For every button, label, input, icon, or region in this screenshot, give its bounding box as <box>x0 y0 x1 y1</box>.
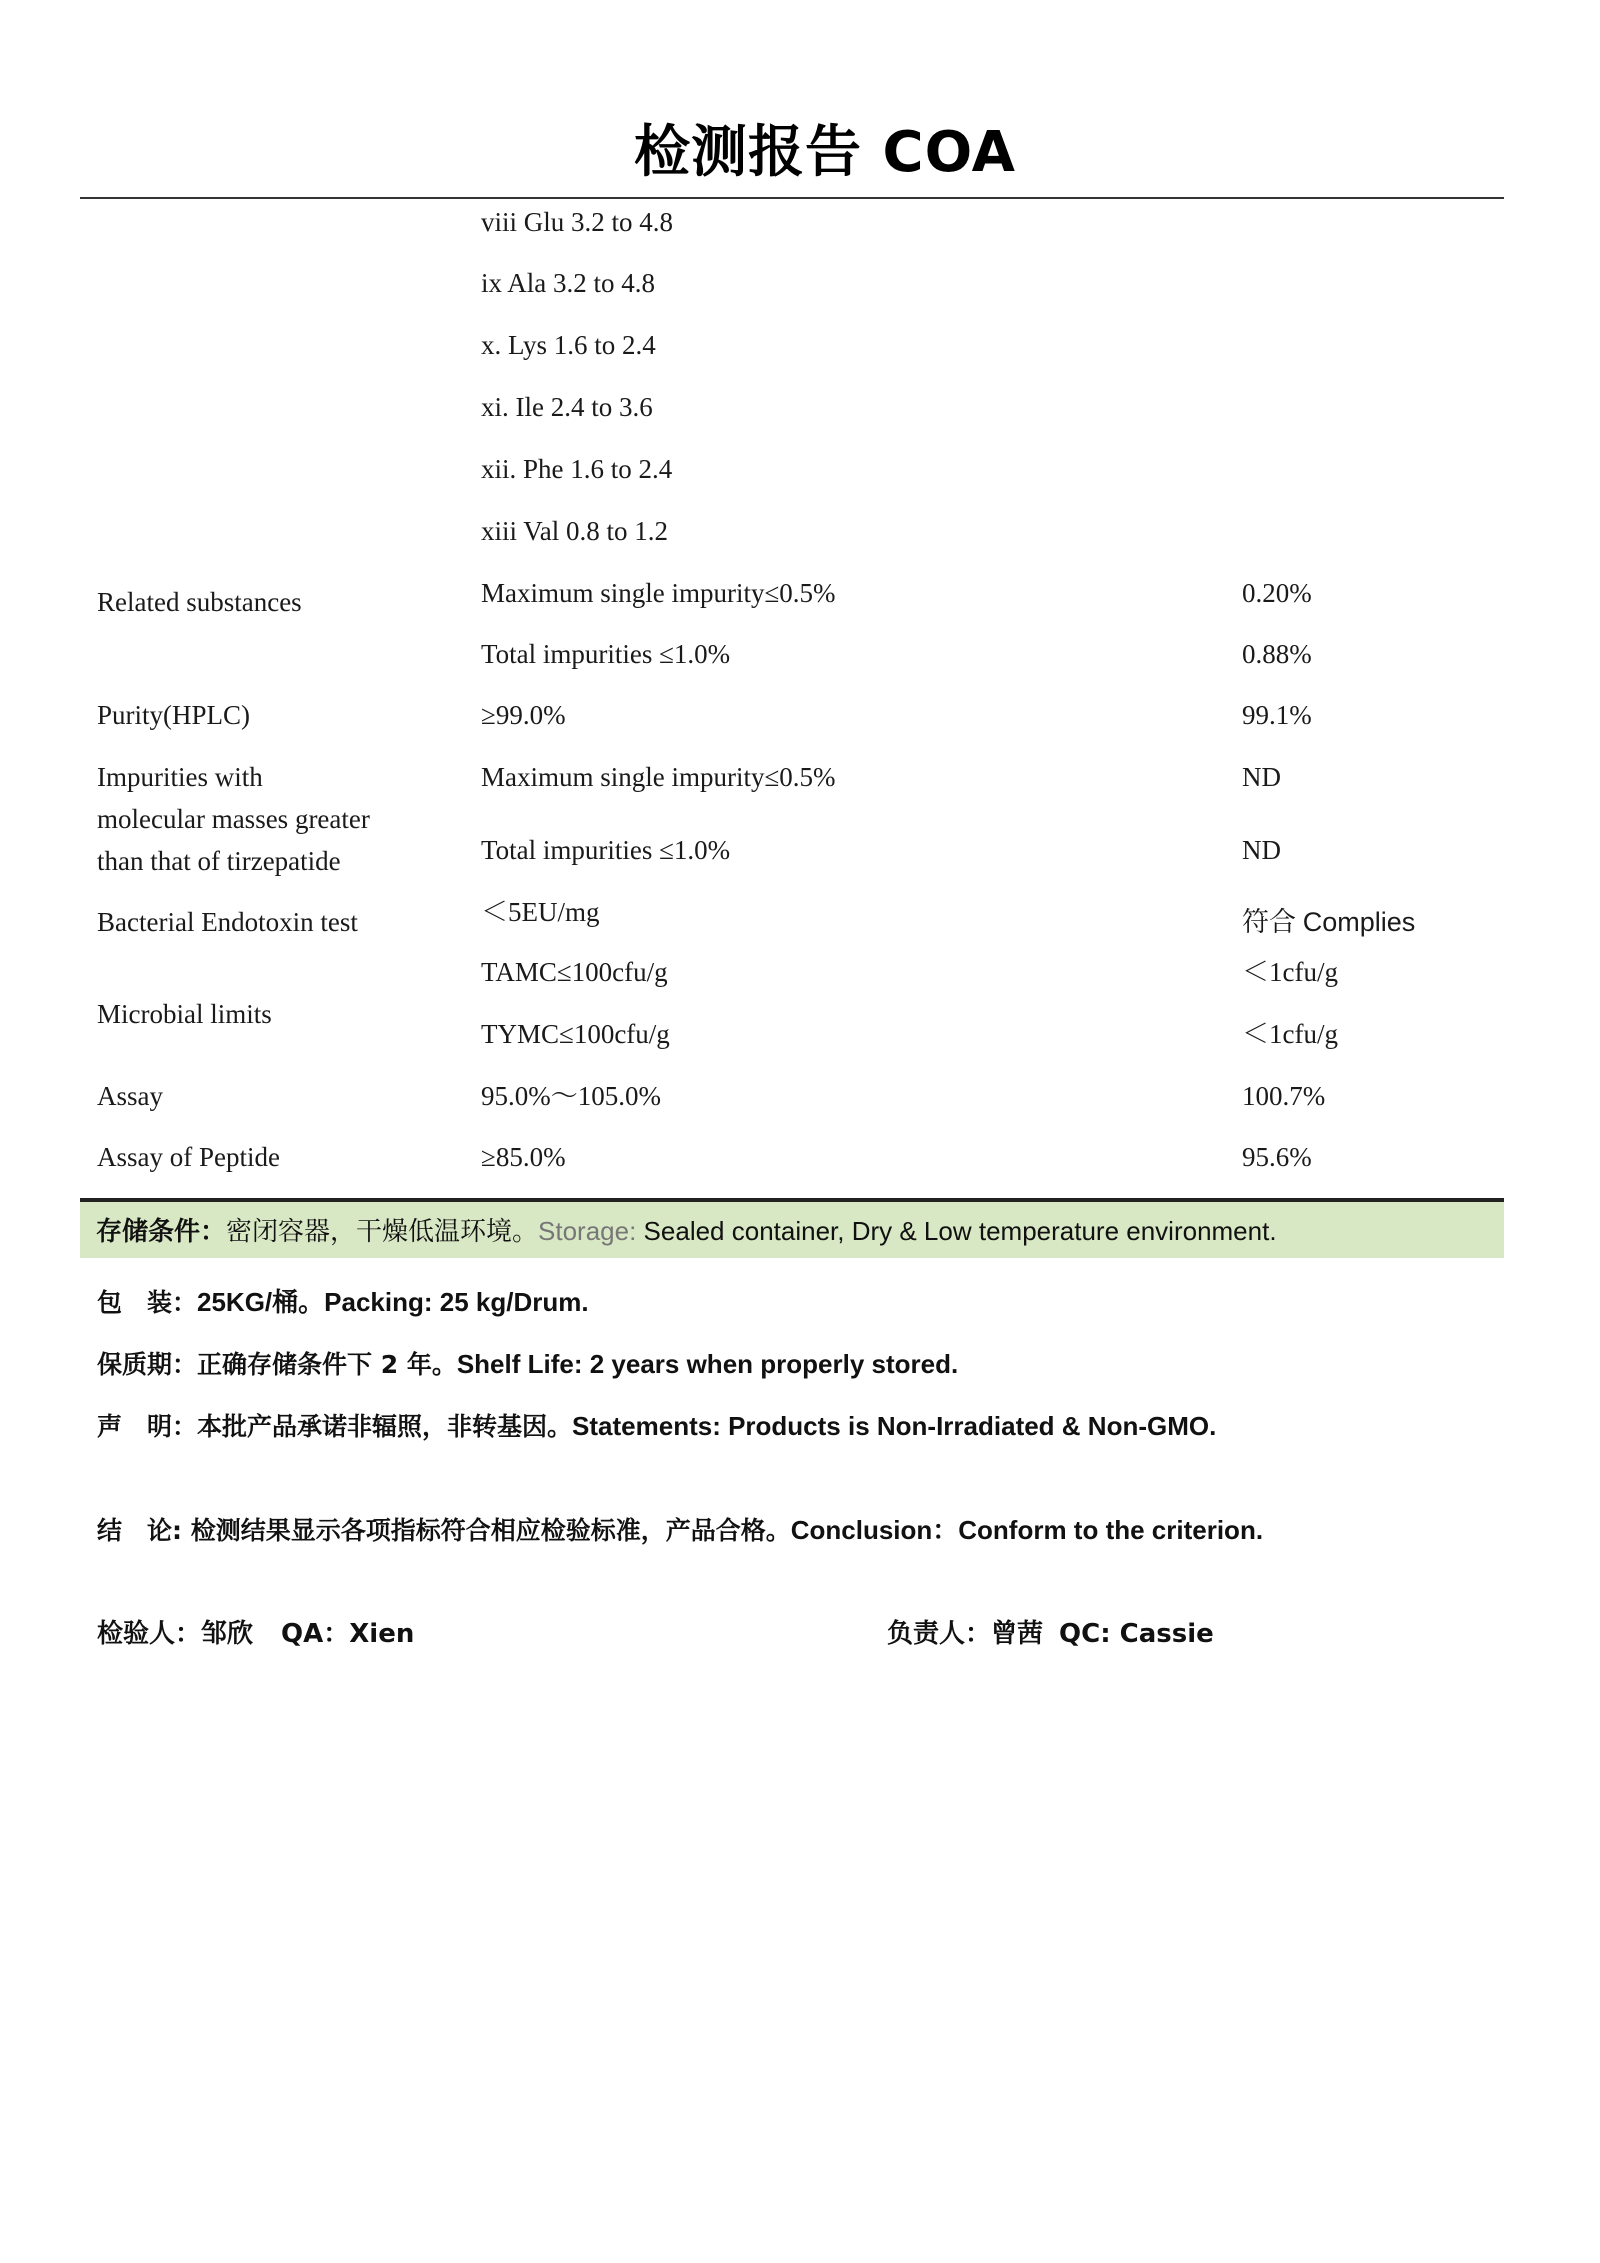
storage-banner <box>80 1202 1504 1258</box>
packing-en: Packing: 25 kg/Drum. <box>324 1287 589 1317</box>
statement-line <box>97 1410 1216 1443</box>
shelf-life-label: 保质期： <box>97 1350 198 1379</box>
test-spec: TYMC≤100cfu/g <box>481 1019 670 1049</box>
manager-name: 曾茜 <box>991 1619 1044 1649</box>
conclusion-en: Conclusion：Conform to the criterion. <box>790 1515 1264 1545</box>
conclusion-line <box>97 1514 1263 1547</box>
inspector-signature <box>97 1618 414 1650</box>
test-result: 100.7% <box>1242 1081 1326 1111</box>
test-item: Purity(HPLC) <box>97 700 251 730</box>
shelf-life-value: 正确存储条件下 2 年。 <box>197 1350 457 1379</box>
title-divider <box>80 197 1504 199</box>
test-spec: 95.0%～105.0% <box>481 1081 661 1111</box>
statement-value: 本批产品承诺非辐照，非转基因。 <box>197 1412 573 1441</box>
storage-text <box>96 1216 1277 1247</box>
test-result: ＜1cfu/g <box>1242 1019 1338 1049</box>
manager-label: 负责人： <box>887 1619 992 1649</box>
test-spec: Maximum single impurity≤0.5% <box>481 578 836 608</box>
packing-line <box>97 1286 589 1319</box>
storage-label-en: Storage: <box>538 1216 637 1246</box>
test-spec: TAMC≤100cfu/g <box>481 957 668 987</box>
manager-signature <box>887 1618 1214 1650</box>
test-result <box>1242 907 1415 938</box>
spec-line: xiii Val 0.8 to 1.2 <box>481 516 669 546</box>
inspector-name: 邹欣 <box>201 1619 254 1649</box>
test-result: 99.1% <box>1242 700 1312 730</box>
test-result: ND <box>1242 762 1281 792</box>
conclusion-value: 检测结果显示各项指标符合相应检验标准，产品合格。 <box>190 1516 791 1545</box>
qa-name: QA：Xien <box>281 1619 415 1649</box>
test-item: molecular masses greater <box>97 804 370 834</box>
storage-text-cn: 密闭容器，干燥低温环境。 <box>226 1217 539 1247</box>
test-item: Microbial limits <box>97 999 272 1029</box>
page-title: 检测报告 COA <box>633 120 1017 185</box>
result-en: Complies <box>1302 907 1416 937</box>
statement-en: Statements: Products is Non-Irradiated & Non-GMO. <box>572 1411 1217 1441</box>
spec-line: viii Glu 3.2 to 4.8 <box>481 207 674 237</box>
spec-line: xii. Phe 1.6 to 2.4 <box>481 454 673 484</box>
shelf-life-en: Shelf Life: 2 years when properly stored. <box>456 1349 959 1379</box>
spec-line: xi. Ile 2.4 to 3.6 <box>481 392 653 422</box>
test-result: 95.6% <box>1242 1142 1312 1172</box>
test-spec: Total impurities ≤1.0% <box>481 835 731 865</box>
packing-value: 25KG/桶。 <box>197 1287 325 1317</box>
test-item: Related substances <box>97 587 302 617</box>
test-spec: Total impurities ≤1.0% <box>481 639 731 669</box>
packing-label: 包 装： <box>97 1288 198 1317</box>
test-result: ND <box>1242 835 1281 865</box>
test-spec: Maximum single impurity≤0.5% <box>481 762 836 792</box>
storage-label-cn: 存储条件： <box>96 1217 227 1247</box>
qc-name: QC: Cassie <box>1059 1619 1214 1649</box>
test-spec: ≥85.0% <box>481 1142 566 1172</box>
storage-text-en: Sealed container, Dry & Low temperature environment. <box>636 1216 1277 1246</box>
test-result: 0.20% <box>1242 578 1312 608</box>
test-item: Impurities with <box>97 762 263 792</box>
spec-line: ix Ala 3.2 to 4.8 <box>481 268 655 298</box>
shelf-life-line <box>97 1348 958 1381</box>
inspector-label: 检验人： <box>97 1619 202 1649</box>
test-item: Assay <box>97 1081 163 1111</box>
spec-line: x. Lys 1.6 to 2.4 <box>481 330 656 360</box>
result-cn: 符合 <box>1242 907 1296 938</box>
statement-label: 声 明： <box>97 1412 198 1441</box>
test-item: Bacterial Endotoxin test <box>97 907 358 937</box>
test-result: 0.88% <box>1242 639 1312 669</box>
test-spec: ≥99.0% <box>481 700 566 730</box>
conclusion-label: 结 论: <box>97 1516 191 1545</box>
test-item: than that of tirzepatide <box>97 846 341 876</box>
test-spec: ＜5EU/mg <box>481 897 600 927</box>
test-result: ＜1cfu/g <box>1242 957 1338 987</box>
test-item: Assay of Peptide <box>97 1142 280 1172</box>
